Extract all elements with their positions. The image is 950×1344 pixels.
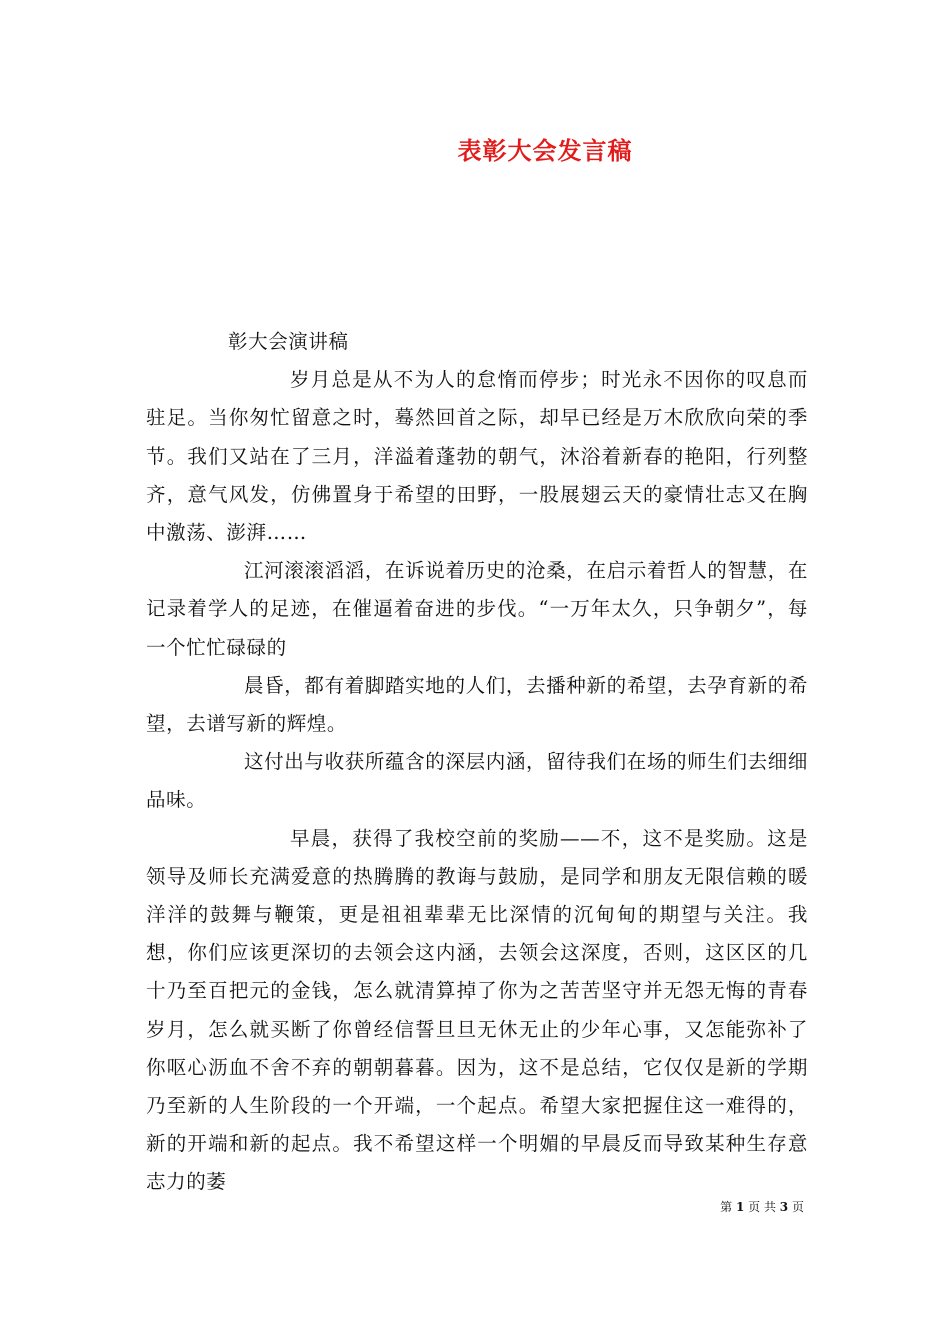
subtitle-line: 彰大会演讲稿: [228, 330, 349, 353]
footer-suffix: 页: [791, 1200, 804, 1214]
footer-middle: 页 共: [748, 1200, 776, 1214]
paragraph-5: 早晨，获得了我校空前的奖励——不，这不是奖励。这是领导及师长充满爱意的热腾腾的教诲与鼓励，是同学和朋友无限信赖的暖洋洋的鼓舞与鞭策，更是祖祖辈辈无比深情的沉甸甸的期望与关注。我想，你们应该更深切的去领会这内涵，去领会这深度，否则，这区区的几十乃至百把元的金钱，怎么就清算掉了你为之苦苦坚守并无怨无悔的青春岁月，怎么就买断了你曾经信誓旦旦无休无止的少年心事，又怎能弥补了你呕心沥血不舍不弃的朝朝暮暮。因为，这不是总结，它仅仅是新的学期乃至新的人生阶段的一个开端，一个起点。希望大家把握住这一难得的，新的开端和新的起点。我不希望这样一个明媚的早晨反而导致某种生存意志力的萎: [146, 826, 808, 1194]
paragraph-4: 这付出与收获所蕴含的深层内涵，留待我们在场的师生们去细细品味。: [146, 750, 808, 812]
paragraph-3: 晨昏，都有着脚踏实地的人们，去播种新的希望，去孕育新的希望，去谱写新的辉煌。: [146, 673, 808, 736]
footer-prefix: 第: [720, 1200, 733, 1214]
document-title: 表彰大会发言稿: [457, 136, 633, 165]
page-number-footer: [720, 1199, 804, 1215]
document-body: [146, 323, 808, 1202]
paragraph-1: 岁月总是从不为人的怠惰而停步；时光永不因你的叹息而驻足。当你匆忙留意之时，蓦然回首之际，却早已经是万木欣欣向荣的季节。我们又站在了三月，洋溢着蓬勃的朝气，沐浴着新春的艳阳，行列整齐，意气风发，仿佛置身于希望的田野，一股展翅云天的豪情壮志又在胸中激荡、澎湃……: [146, 368, 808, 545]
paragraph-2: 江河滚滚滔滔，在诉说着历史的沧桑，在启示着哲人的智慧，在记录着学人的足迹，在催逼着奋进的步伐。“一万年太久，只争朝夕”，每一个忙忙碌碌的: [146, 559, 808, 659]
footer-total-pages: 3: [779, 1200, 789, 1214]
footer-current-page: 1: [735, 1200, 745, 1214]
